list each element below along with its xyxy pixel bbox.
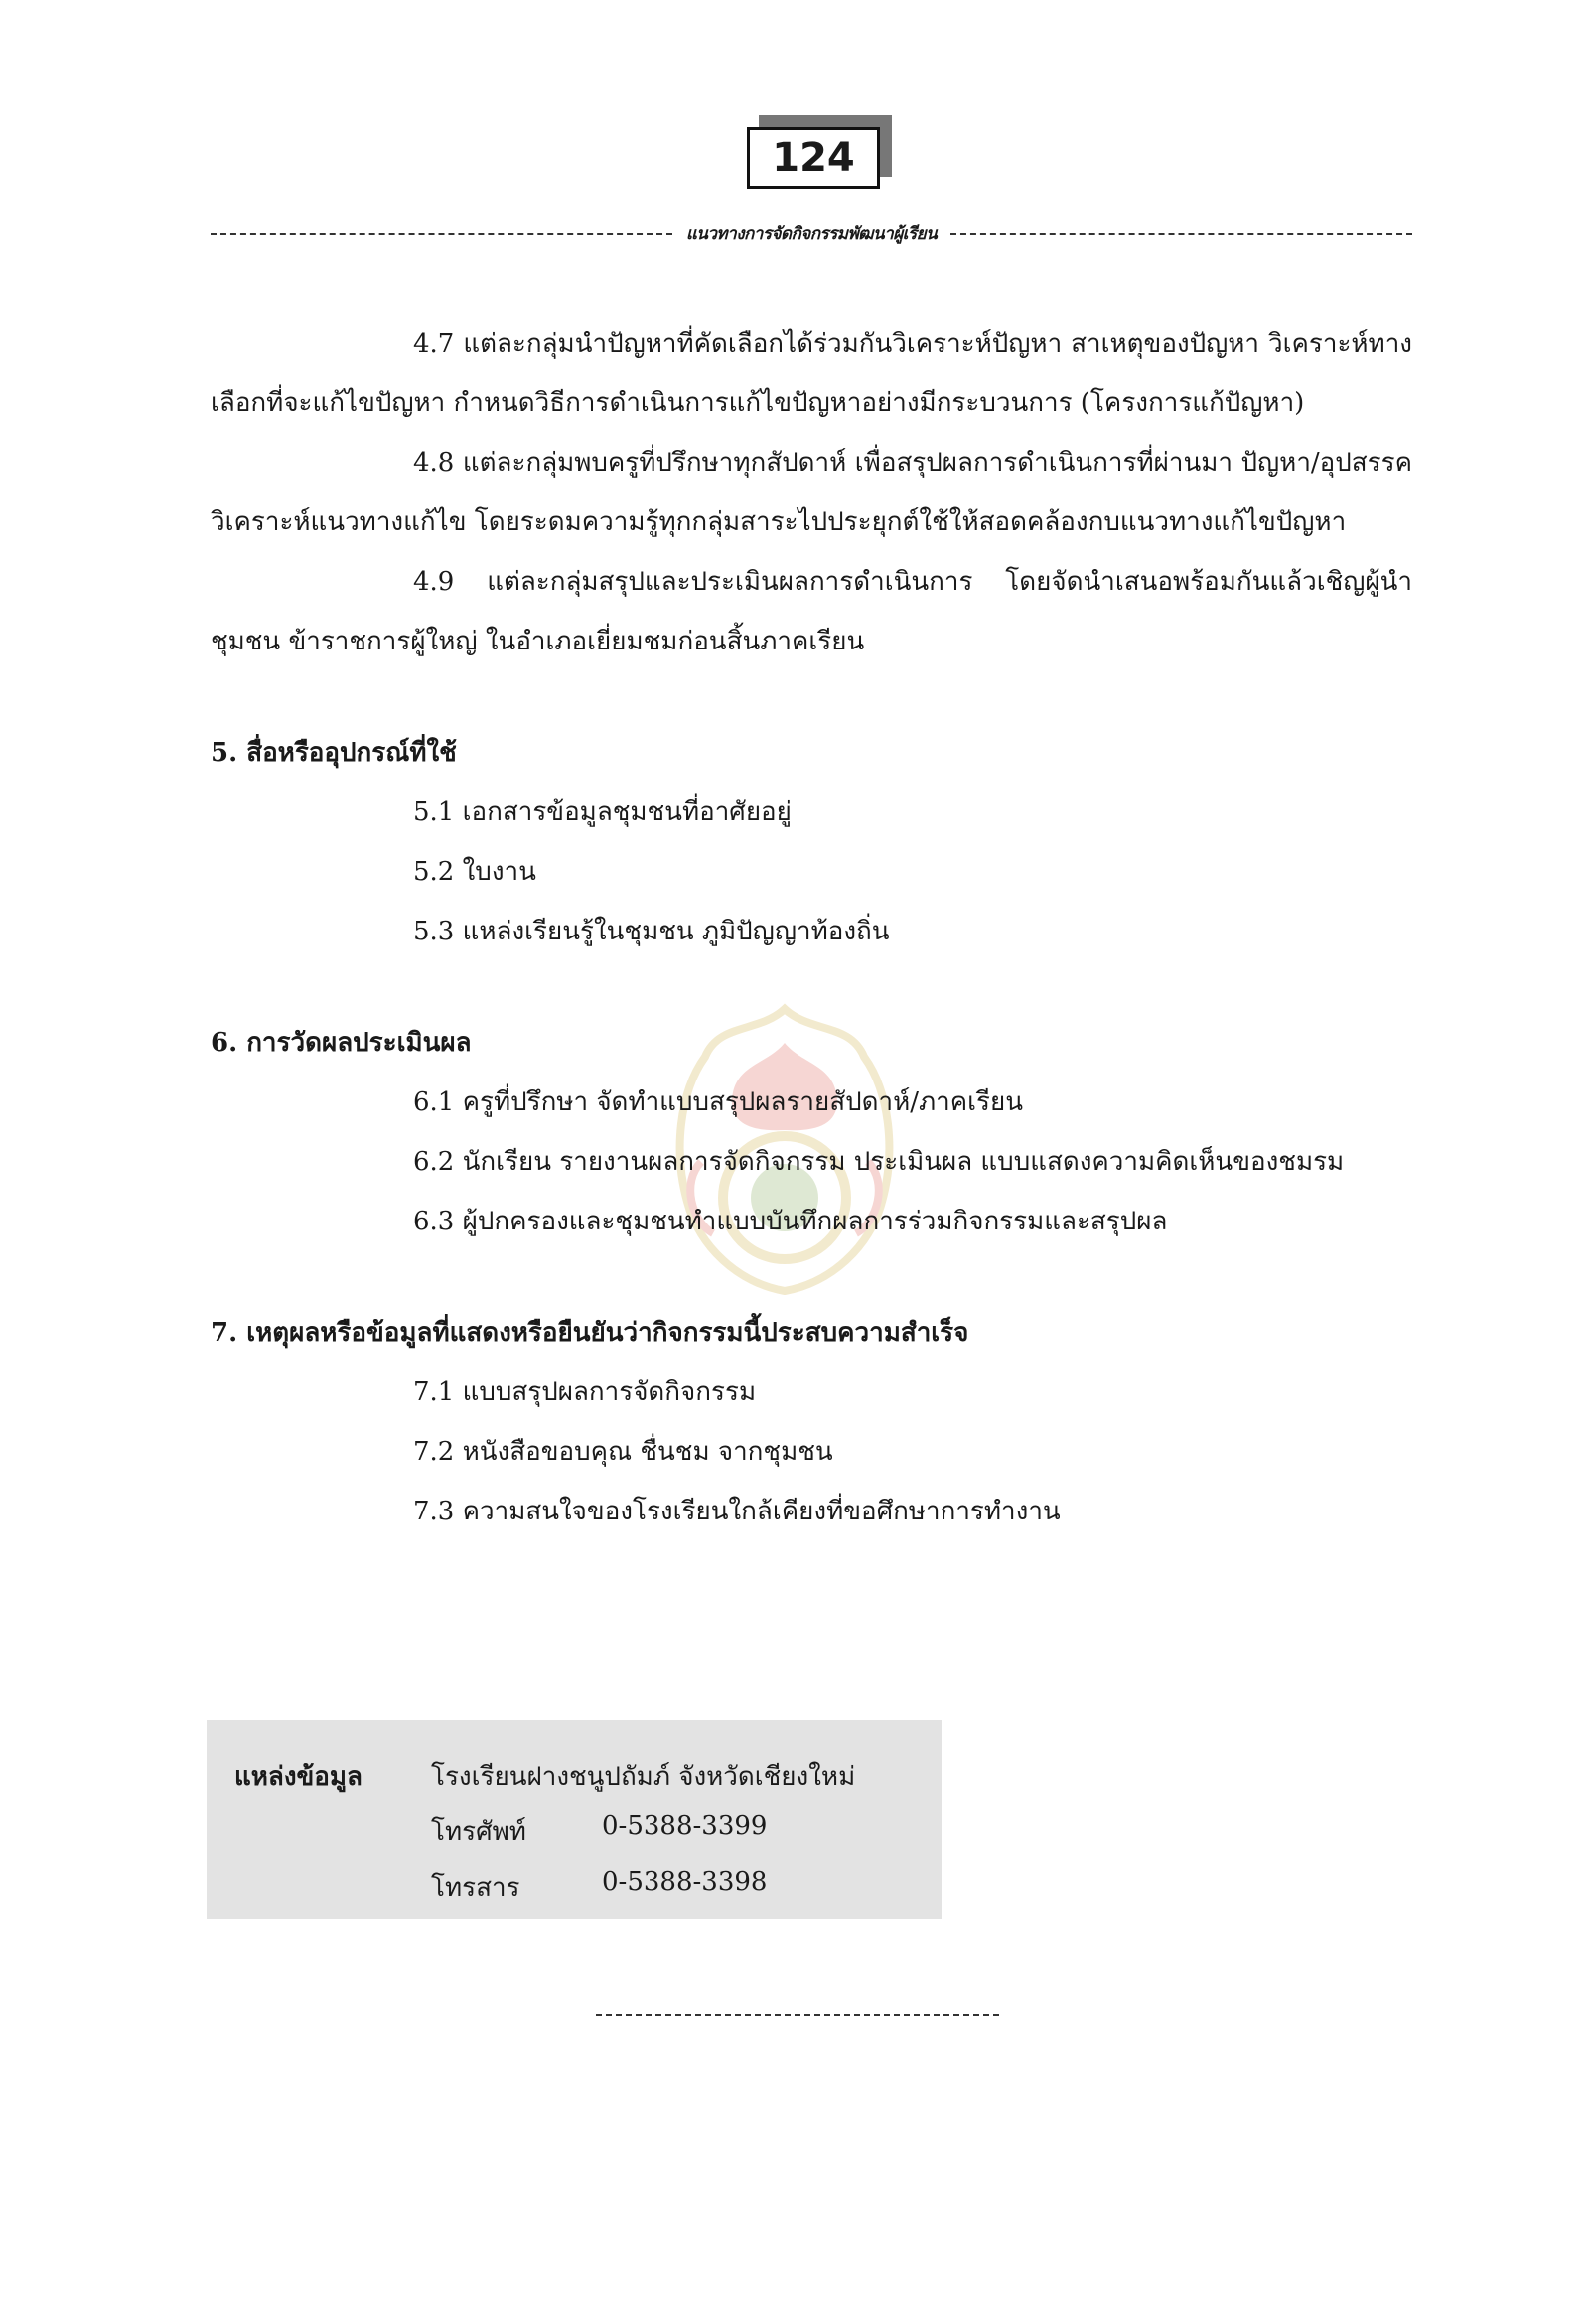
list-item: 5.1 เอกสารข้อมูลชุมชนที่อาศัยอยู่ — [413, 797, 792, 827]
phone-label: โทรศัพท์ — [431, 1817, 526, 1847]
page-number: 124 — [747, 127, 880, 189]
header-title: แนวทางการจัดกิจกรรมพัฒนาผู้เรียน — [685, 224, 938, 244]
section-heading-6: 6. การวัดผลประเมินผล — [211, 1028, 472, 1058]
list-item: 5.3 แหล่งเรียนรู้ในชุมชน ภูมิปัญญาท้องถิ่น — [413, 917, 890, 946]
source-label: แหล่งข้อมูล — [234, 1762, 363, 1792]
list-item: 6.2 นักเรียน รายงานผลการจัดกิจกรรม ประเมินผล แบบแสดงความคิดเห็นของชมรม — [413, 1147, 1345, 1177]
list-item: 7.1 แบบสรุปผลการจัดกิจกรรม — [413, 1377, 757, 1407]
fax-number: 0-5388-3398 — [602, 1867, 768, 1897]
list-item: 5.2 ใบงาน — [413, 857, 536, 887]
source-school: โรงเรียนฝางชนูปถัมภ์ จังหวัดเชียงใหม่ — [431, 1762, 856, 1792]
footer-divider — [596, 2014, 999, 2016]
paragraph-4-8: 4.8 แต่ละกลุ่มพบครูที่ปรึกษาทุกสัปดาห์ เพื่อสรุปผลการดำเนินการที่ผ่านมา ปัญหา/อุปสรรค วิเคราะห์แนวทางแก้ไข โดยระดมความรู้ทุกกลุ่มสาระไปประยุกต์ใช้ให้สอดคล้องกบแนวทางแก้ไขปัญหา — [211, 448, 1412, 537]
source-info-box — [207, 1720, 942, 1919]
paragraph-4-9: 4.9 แต่ละกลุ่มสรุปและประเมินผลการดำเนินการ โดยจัดนำเสนอพร้อมกันแล้วเชิญผู้นำชุมชน ข้าราชการผู้ใหญ่ ในอำเภอเยี่ยมชมก่อนสิ้นภาคเรียน — [211, 567, 1412, 656]
list-item: 6.3 ผู้ปกครองและชุมชนทำแบบบันทึกผลการร่วมกิจกรรมและสรุปผล — [413, 1207, 1168, 1236]
document-body — [211, 314, 1412, 1541]
list-item: 7.2 หนังสือขอบคุณ ชื่นชม จากชุมชน — [413, 1437, 833, 1467]
phone-number: 0-5388-3399 — [602, 1811, 768, 1841]
paragraph-4-7: 4.7 แต่ละกลุ่มนำปัญหาที่คัดเลือกได้ร่วมกันวิเคราะห์ปัญหา สาเหตุของปัญหา วิเคราะห์ทางเลือกที่จะแก้ไขปัญหา กำหนดวิธีการดำเนินการแก้ไขปัญหาอย่างมีกระบวนการ (โครงการแก้ปัญหา) — [211, 329, 1412, 418]
section-heading-5: 5. สื่อหรืออุปกรณ์ที่ใช้ — [211, 738, 457, 768]
header-dash-left — [211, 233, 672, 235]
running-header — [211, 220, 1412, 247]
section-heading-7: 7. เหตุผลหรือข้อมูลที่แสดงหรือยืนยันว่ากิจกรรมนี้ประสบความสำเร็จ — [211, 1318, 969, 1348]
fax-label: โทรสาร — [431, 1873, 520, 1903]
header-dash-right — [950, 233, 1412, 235]
list-item: 6.1 ครูที่ปรึกษา จัดทำแบบสรุปผลรายสัปดาห์/ภาคเรียน — [413, 1087, 1023, 1117]
list-item: 7.3 ความสนใจของโรงเรียนใกล้เคียงที่ขอศึกษาการทำงาน — [413, 1497, 1061, 1526]
